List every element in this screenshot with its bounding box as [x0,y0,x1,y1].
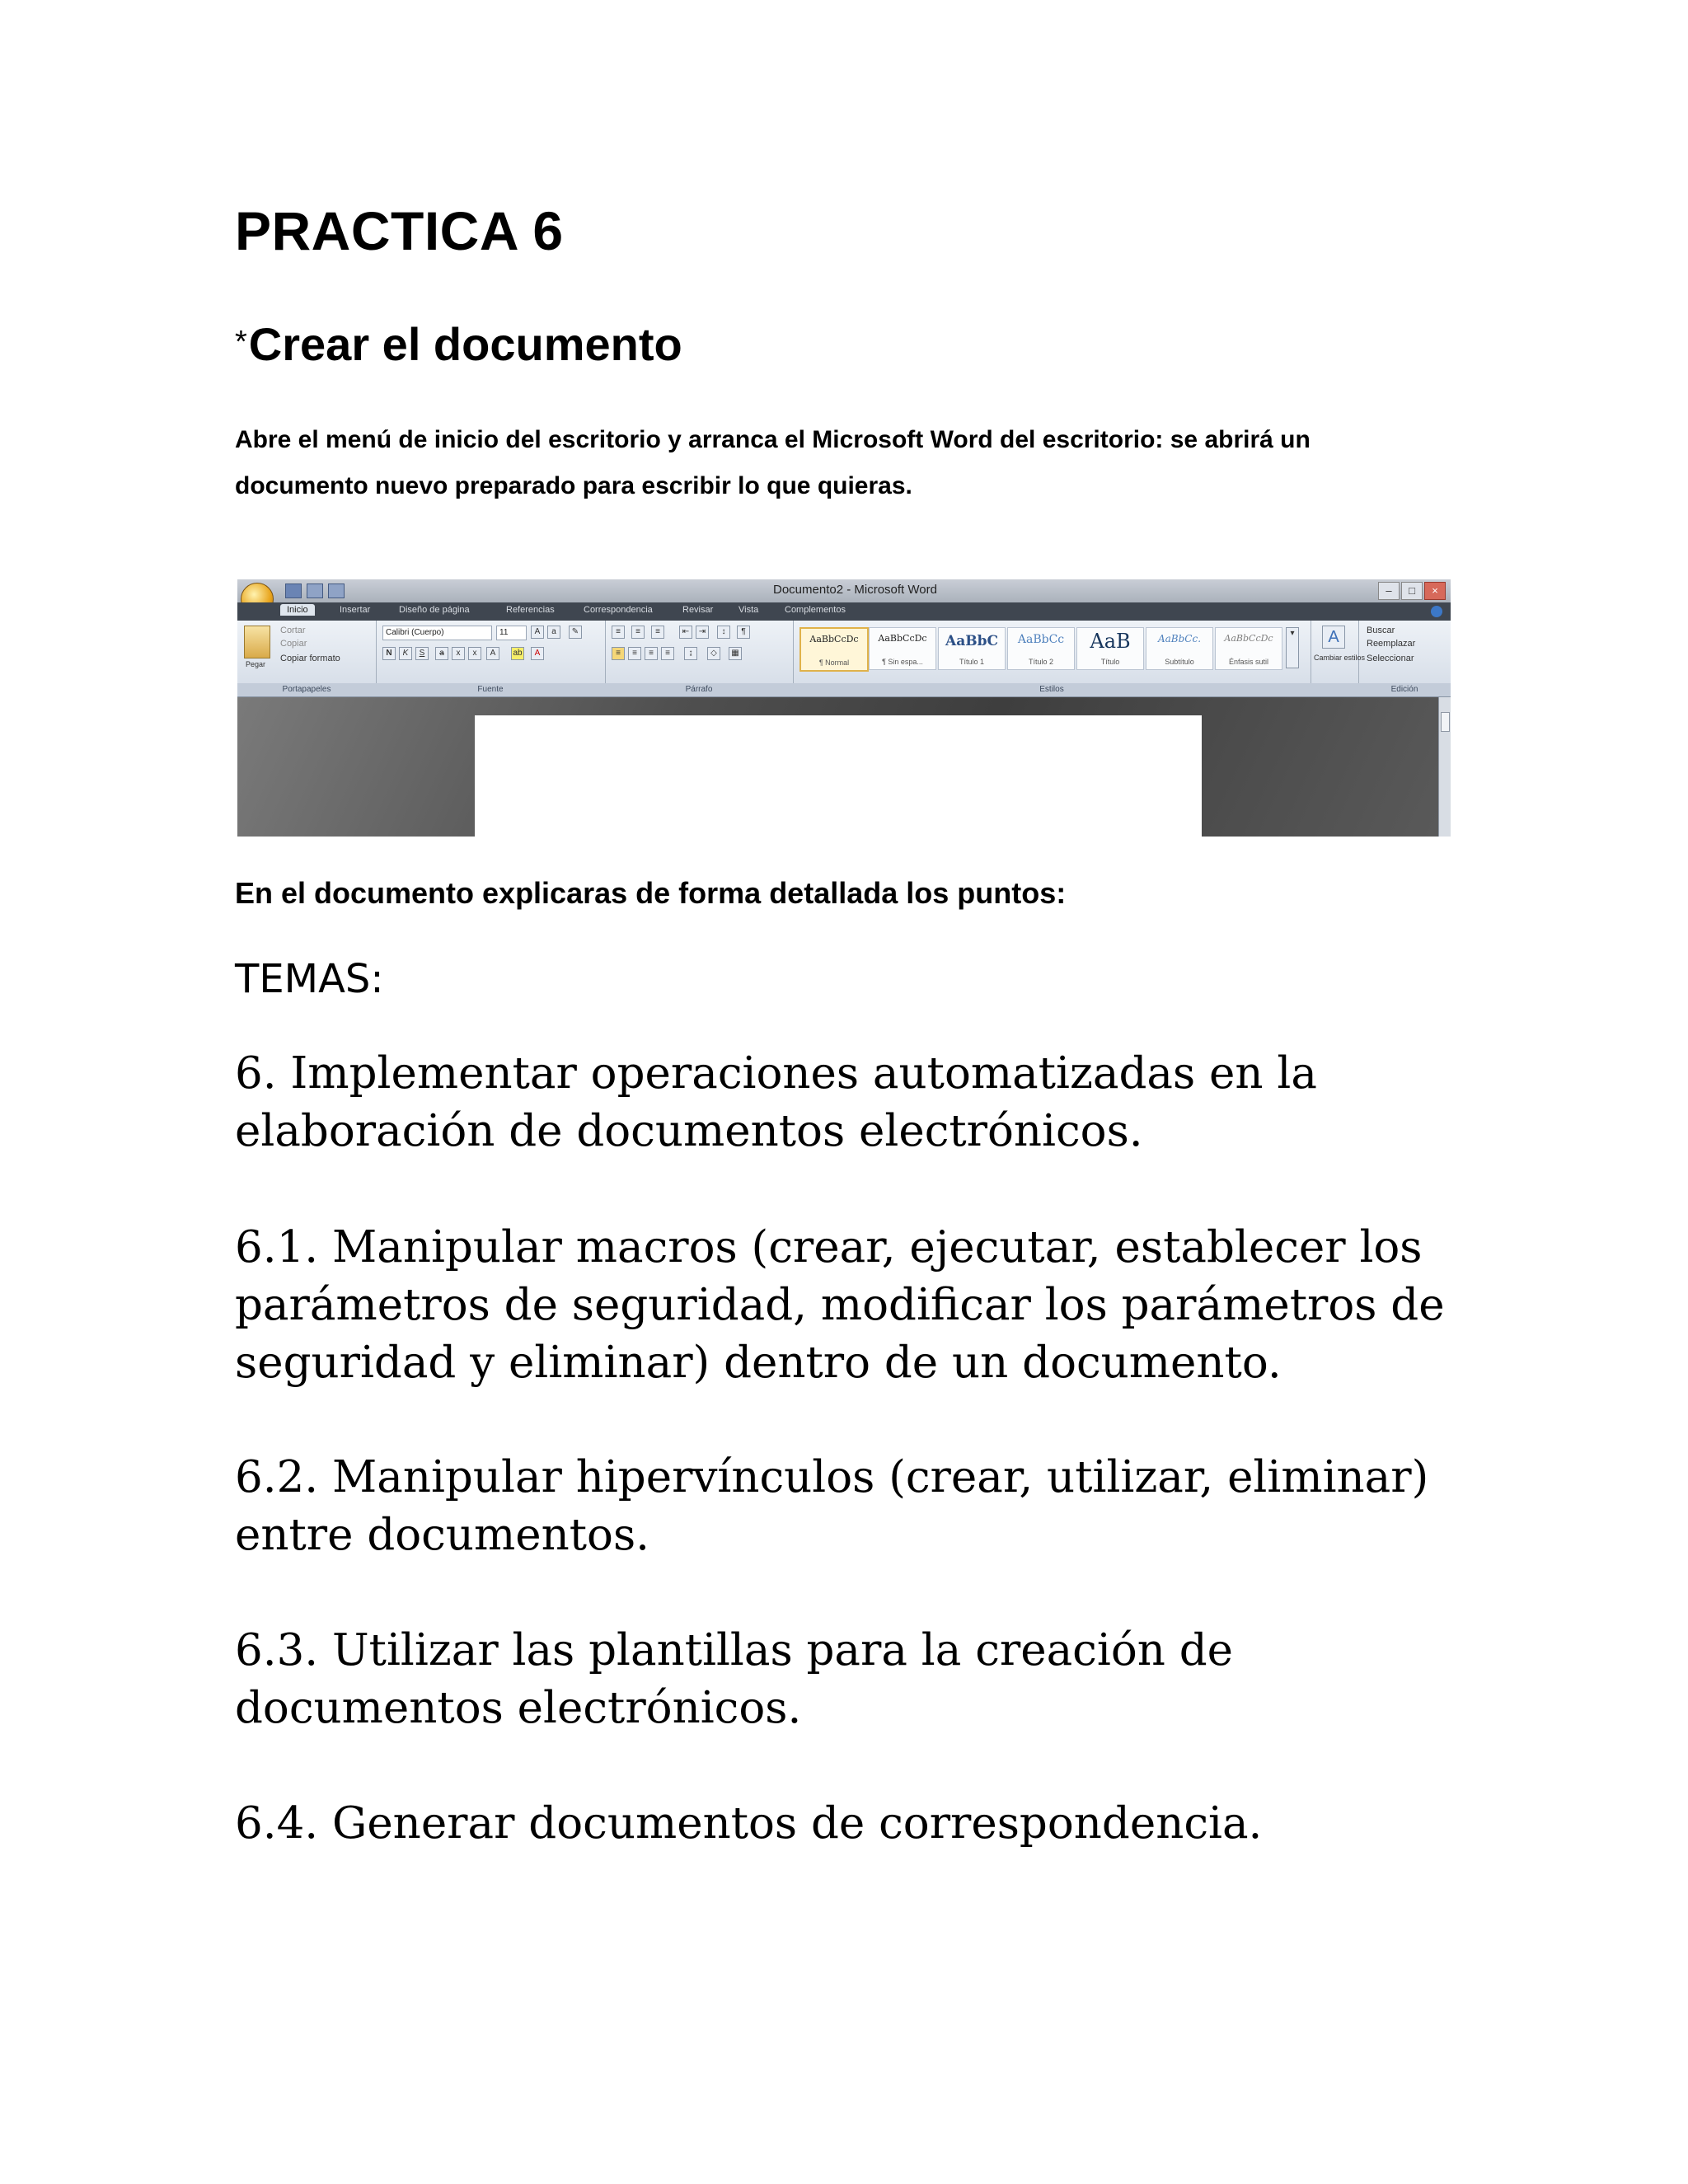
grow-font-icon: A [531,626,544,639]
multilevel-list-icon: ≡ [651,626,664,639]
paragraph-group-label: Párrafo [605,683,793,696]
style-name: Título 2 [1028,658,1053,666]
blank-page [475,715,1202,837]
style-sample: AaBbC [945,633,998,649]
decrease-indent-icon: ⇤ [679,626,692,639]
strikethrough-icon: a [435,647,448,660]
editing-group-label: Edición [1358,683,1451,696]
topic-item: 6.3. Utilizar las plantillas para la creación de documentos electrónicos. [235,1625,1234,1733]
align-right-icon: ≡ [645,647,658,660]
word-ribbon [237,621,1451,697]
paragraph-group [605,621,794,696]
style-sin-espaciado [869,627,936,670]
shading-icon: ◇ [707,647,720,660]
style-sample: AaBbCcDc [809,634,859,644]
font-group-label: Fuente [376,683,605,696]
styles-scroll-icon: ▾ [1286,627,1299,668]
style-name: ¶ Sin espa... [882,658,923,666]
style-sample: AaBbCc [1017,633,1065,646]
sort-icon: ↕ [717,626,730,639]
style-subtitulo [1146,627,1213,670]
word-title-bar [237,579,1451,602]
clear-format-icon: ✎ [569,626,582,639]
font-name-box: Calibri (Cuerpo) [382,626,492,640]
shrink-font-icon: a [547,626,560,639]
bullets-icon: ≡ [612,626,625,639]
numbering-icon: ≡ [631,626,645,639]
style-enfasis-sutil [1215,627,1282,670]
word-screenshot [237,579,1451,837]
bold-icon: N [382,647,396,660]
style-titulo-2 [1007,627,1075,670]
align-center-icon: ≡ [628,647,641,660]
clipboard-group [237,621,377,696]
select-label: Seleccionar [1367,654,1414,663]
paste-label: Pegar [246,660,266,668]
save-icon [285,583,302,598]
style-name: Subtítulo [1165,658,1194,666]
style-titulo-1 [938,627,1006,670]
font-size-box: 11 [496,626,527,640]
clipboard-group-label: Portapapeles [237,683,376,696]
undo-icon [307,583,323,598]
scrollbar-thumb [1441,712,1450,732]
tab-vista: Vista [738,605,759,615]
page-title: PRACTICA 6 [235,200,564,261]
style-titulo [1076,627,1144,670]
tab-correspondencia: Correspondencia [584,605,653,615]
topic-item: 6.4. Generar documentos de correspondencia. [235,1798,1263,1849]
style-sample: AaBbCcDc [1224,633,1273,644]
style-name: Título 1 [959,658,984,666]
font-group [376,621,606,696]
change-styles-label: Cambiar estilos [1314,654,1366,662]
highlight-icon: ab [511,647,524,660]
style-sample: AaB [1090,630,1131,653]
style-sample: AaBbCcDc [878,633,927,644]
replace-label: Reemplazar [1367,639,1416,649]
minimize-icon: – [1378,582,1400,600]
paste-icon [244,626,270,658]
style-name: ¶ Normal [818,658,850,667]
line-spacing-icon: ↨ [684,647,697,660]
style-normal [799,627,869,672]
tab-referencias: Referencias [506,605,555,615]
section-heading-text: Crear el documento [248,318,682,370]
editing-group [1358,621,1451,696]
help-icon [1431,606,1442,617]
find-label: Buscar [1367,626,1395,635]
section-heading [235,317,682,371]
borders-icon: ▦ [729,647,742,660]
explain-heading: En el documento explicaras de forma detallada los puntos: [235,876,1067,910]
underline-icon: S [415,647,429,660]
pilcrow-icon: ¶ [737,626,750,639]
tab-diseno-pagina: Diseño de página [399,605,470,615]
copy-label: Copiar [280,639,307,649]
change-styles-icon: A [1322,626,1345,649]
maximize-icon: □ [1401,582,1423,600]
change-case-icon: A [486,647,499,660]
font-color-icon: A [531,647,544,660]
word-window-title: Documento2 - Microsoft Word [773,583,937,597]
styles-group-label: Estilos [793,683,1311,696]
cut-label: Cortar [280,626,306,635]
subscript-icon: x [452,647,465,660]
change-styles-group-label [1311,683,1358,696]
bullet-star: * [235,325,247,359]
temas-label: TEMAS: [235,956,384,1002]
tab-complementos: Complementos [785,605,846,615]
tab-revisar: Revisar [682,605,714,615]
tab-insertar: Insertar [340,605,371,615]
close-icon: × [1424,582,1446,600]
word-ribbon-tabs [237,602,1451,621]
instructions-paragraph: Abre el menú de inicio del escritorio y arranca el Microsoft Word del escritorio: se abrirá un documento nuevo preparado para escribir lo que quieras. [235,426,1311,499]
topic-item: 6.2. Manipular hipervínculos (crear, utilizar, eliminar) entre documentos. [235,1452,1429,1560]
style-sample: AaBbCc. [1157,633,1202,644]
italic-icon: K [399,647,412,660]
format-painter-label: Copiar formato [280,654,340,663]
style-name: Énfasis sutil [1228,658,1269,666]
style-name: Título [1100,658,1120,666]
tab-inicio: Inicio [280,604,315,616]
vertical-scrollbar [1438,697,1451,837]
topic-item: 6.1. Manipular macros (crear, ejecutar, establecer los parámetros de seguridad, modificar los parámetros de seguridad y eliminar) dentro de un documento. [235,1222,1445,1388]
increase-indent-icon: ⇥ [696,626,709,639]
align-left-icon: ≡ [612,647,625,660]
justify-icon: ≡ [661,647,674,660]
word-document-area [237,697,1451,837]
redo-icon [328,583,345,598]
styles-group [793,621,1311,696]
change-styles-group [1311,621,1366,696]
superscript-icon: x [468,647,481,660]
topic-item: 6. Implementar operaciones automatizadas en la elaboración de documentos electrónicos. [235,1048,1317,1156]
